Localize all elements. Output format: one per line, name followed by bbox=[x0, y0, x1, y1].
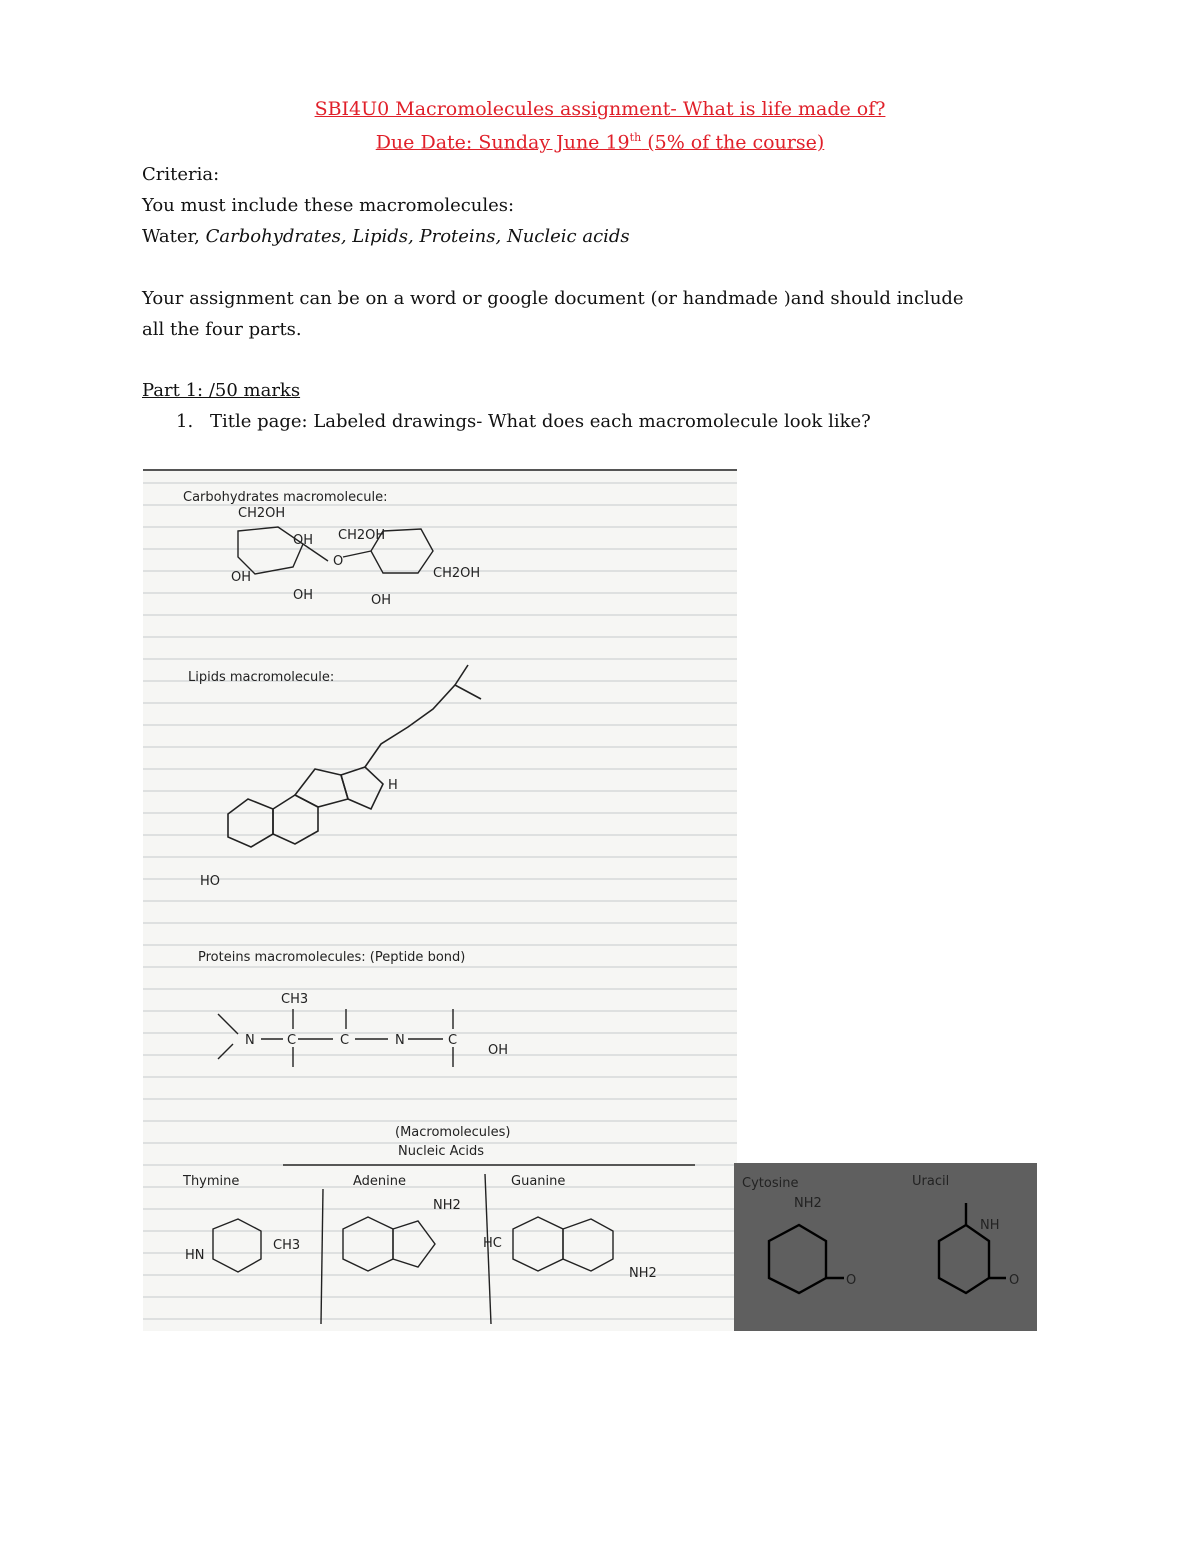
oh-atom-1: OH bbox=[293, 533, 314, 548]
assignment-title: SBI4U0 Macromolecules assignment- What is life made of? bbox=[314, 98, 886, 120]
due-date bbox=[0, 131, 1200, 153]
lipids-label: Lipids macromolecule: bbox=[188, 670, 335, 685]
oh-atom-4: OH bbox=[371, 593, 392, 608]
ho-atom: HO bbox=[200, 874, 221, 889]
ch2oh-atom-3: CH2OH bbox=[433, 566, 481, 581]
due-date-prefix: Due Date: Sunday June 19 bbox=[375, 131, 630, 154]
nucleic-acids-subtitle: (Macromolecules) bbox=[395, 1125, 511, 1140]
nh2-atom-cytosine: NH2 bbox=[794, 1196, 822, 1211]
item-text: Title page: Labeled drawings- What does each macromolecule look like? bbox=[210, 411, 871, 432]
lipid-structure bbox=[228, 665, 481, 847]
nh2-atom-guanine: NH2 bbox=[629, 1266, 657, 1281]
criteria-label: Criteria: bbox=[142, 164, 220, 185]
guanine-label: Guanine bbox=[511, 1174, 566, 1189]
due-date-suffix: (5% of the course) bbox=[641, 131, 825, 154]
oh-atom-2: OH bbox=[231, 570, 252, 585]
nucleic-acids-label: Nucleic Acids bbox=[398, 1144, 485, 1159]
nh-atom-uracil: NH bbox=[980, 1218, 1000, 1233]
thymine-label: Thymine bbox=[183, 1174, 240, 1189]
due-date-superscript: th bbox=[629, 131, 642, 144]
o-atom-cytosine: O bbox=[846, 1273, 857, 1288]
assignment-format-line-1: Your assignment can be on a word or google document (or handmade )and should include bbox=[142, 288, 964, 309]
pyrimidine-rings bbox=[769, 1203, 1006, 1293]
nh2-atom-adenine: NH2 bbox=[433, 1198, 461, 1213]
part1-item-1 bbox=[176, 411, 871, 432]
cytosine-label: Cytosine bbox=[742, 1176, 799, 1191]
water-text: Water, bbox=[142, 226, 206, 247]
cytosine-uracil-photo bbox=[734, 1163, 1037, 1331]
ch3-atom-thymine: CH3 bbox=[273, 1238, 301, 1253]
notebook-drawing-image bbox=[143, 469, 737, 1331]
macromolecule-list bbox=[142, 226, 630, 247]
n-atom-protein-1: N bbox=[245, 1033, 255, 1048]
part1-heading: Part 1: /50 marks bbox=[142, 380, 301, 401]
h-atom-lipid: H bbox=[388, 778, 398, 793]
c-atom-protein-3: C bbox=[448, 1033, 458, 1048]
proteins-label: Proteins macromolecules: (Peptide bond) bbox=[198, 950, 466, 965]
must-include-text: You must include these macromolecules: bbox=[142, 195, 515, 216]
n-atom-protein-2: N bbox=[395, 1033, 405, 1048]
oh-atom-protein: OH bbox=[488, 1043, 509, 1058]
o-atom-uracil: O bbox=[1009, 1273, 1020, 1288]
notebook-drawing bbox=[143, 469, 737, 1331]
assignment-format-line-2: all the four parts. bbox=[142, 319, 302, 340]
c-atom-protein-2: C bbox=[340, 1033, 350, 1048]
ch2oh-atom-1: CH2OH bbox=[238, 506, 286, 521]
oh-atom-3: OH bbox=[293, 588, 314, 603]
ch3-atom-protein: CH3 bbox=[281, 992, 309, 1007]
ruled-lines bbox=[143, 483, 737, 1319]
c-atom-protein-1: C bbox=[287, 1033, 297, 1048]
cytosine-uracil-drawing bbox=[734, 1163, 1037, 1331]
carbohydrates-label: Carbohydrates macromolecule: bbox=[183, 490, 388, 505]
hn-atom-thymine: HN bbox=[185, 1248, 205, 1263]
o-atom-1: O bbox=[333, 554, 344, 569]
item-number: 1. bbox=[176, 411, 194, 432]
uracil-label: Uracil bbox=[912, 1174, 950, 1189]
hc-atom-guanine: HC bbox=[483, 1236, 502, 1251]
macromolecule-italic-list: Carbohydrates, Lipids, Proteins, Nucleic acids bbox=[205, 226, 630, 247]
adenine-label: Adenine bbox=[353, 1174, 407, 1189]
ch2oh-atom-2: CH2OH bbox=[338, 528, 386, 543]
